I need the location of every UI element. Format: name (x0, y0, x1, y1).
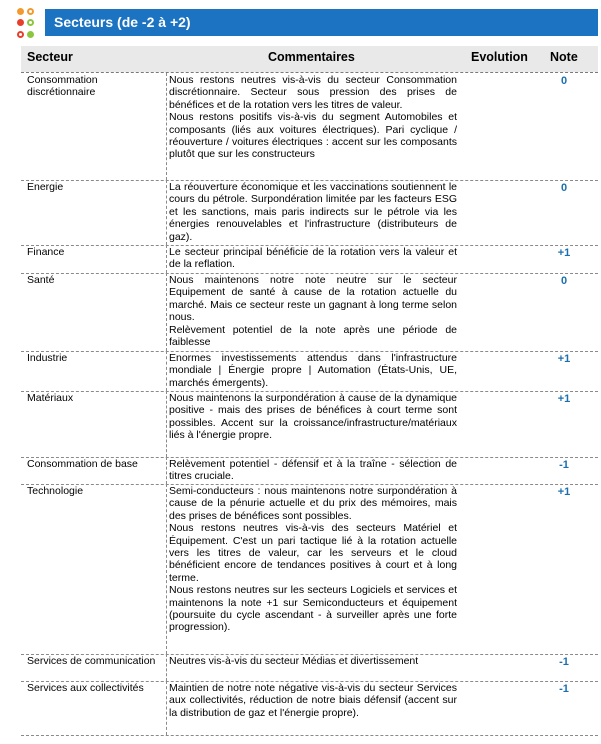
table-row (21, 73, 598, 181)
sector-name: Santé (27, 274, 55, 286)
sector-comment (169, 246, 457, 271)
sector-name: Consommation discrétionnaire (27, 74, 98, 99)
table-row (21, 457, 598, 485)
sector-comment (169, 181, 457, 243)
sector-note: +1 (557, 247, 571, 259)
table-row (21, 484, 598, 655)
column-divider (166, 245, 167, 273)
sector-note: +1 (557, 393, 571, 405)
comment-paragraph: La réouverture économique et les vaccinations soutiennent le cours du pétrole. Surpondération limitée par les facteurs ESG et les sanctions, mais paris indirects sur le pétrole via les énergies renouvelables et l'infrastructure (distributeurs de gaz). (169, 181, 457, 243)
comment-paragraph: Relèvement potentiel de la note après une période de faiblesse (169, 323, 457, 349)
comment-paragraph: Nous restons neutres sur les secteurs Logiciels et services et maintenons la note +1 sur Semiconducteurs et équipement (poursuite du cycle ascendant - à surveiller après une forte progression). (169, 584, 457, 634)
table-header-bar (0, 0, 601, 46)
column-header-note: Note (550, 50, 578, 64)
column-divider (166, 180, 167, 245)
table-row (21, 681, 598, 736)
sector-comment (169, 655, 457, 667)
logo-dot-icon (27, 19, 34, 26)
logo-dot-icon (27, 8, 34, 15)
column-divider (166, 391, 167, 457)
column-divider (166, 654, 167, 681)
table-row (21, 351, 598, 392)
comment-paragraph: Nous maintenons la surpondération à cause de la dynamique positive - mais des prises de bénéfices à court terme sont possibles. Accent sur la croissance/infrastructure/matériaux liés à l'énergie propre. (169, 392, 457, 442)
sector-comment (169, 485, 457, 634)
comment-paragraph: Le secteur principal bénéficie de la rotation vers la valeur et de la reflation. (169, 246, 457, 271)
comment-paragraph: Neutres vis-à-vis du secteur Médias et divertissement (169, 655, 419, 667)
table-row (21, 180, 598, 246)
column-divider (166, 457, 167, 484)
table-row (21, 391, 598, 458)
column-divider (166, 351, 167, 391)
logo-dot-icon (17, 31, 24, 38)
sector-comment (169, 392, 457, 442)
sector-note: -1 (559, 656, 569, 668)
sector-name: Finance (27, 246, 65, 258)
column-divider (166, 484, 167, 654)
comment-paragraph: Relèvement potentiel - défensif et à la traîne - sélection de titres cruciale. (169, 458, 457, 483)
column-header-evolution: Evolution (471, 50, 528, 64)
page-title: Secteurs (de -2 à +2) (45, 9, 598, 36)
table-row (21, 654, 598, 682)
comment-paragraph: Semi-conducteurs : nous maintenons notre surpondération à cause de la pénurie actuelle et du prix des mémoires, mais des prises de bénéfices sont possibles. (169, 485, 457, 522)
sector-note: -1 (559, 683, 569, 695)
column-divider (166, 73, 167, 180)
comment-paragraph: Nous maintenons notre note neutre sur le secteur Equipement de santé à cause de la rotation actuelle du marché. Mais ce secteur reste un gagnant à long terme selon nous. (169, 274, 457, 324)
sector-comment (169, 682, 457, 719)
sector-comment (169, 352, 457, 389)
sector-comment (169, 274, 457, 348)
column-divider (166, 681, 167, 735)
column-divider (166, 273, 167, 351)
sector-name: Energie (27, 181, 64, 193)
comment-paragraph: Nous restons positifs vis-à-vis du segment Automobiles et composants (liés aux voitures électriques). Pari cyclique / réouverture / voitures électriques : accent sur les composants plutôt que sur les constructeurs (169, 111, 457, 161)
table-row (21, 273, 598, 352)
sector-note: +1 (557, 353, 571, 365)
comment-paragraph: Maintien de notre note négative vis-à-vis du secteur Services aux collectivités, réduction de notre biais défensif (accent sur la distribution de gaz et l'énergie propre). (169, 682, 457, 719)
column-header-comments: Commentaires (268, 50, 355, 64)
sector-note: 0 (560, 275, 568, 287)
sector-name: Technologie (27, 485, 84, 497)
sector-note: -1 (559, 459, 569, 471)
sector-name: Services aux collectivités (27, 682, 144, 694)
column-header-sector: Secteur (27, 50, 73, 64)
sector-note: +1 (557, 486, 571, 498)
column-header-row (21, 46, 598, 72)
brand-logo (7, 3, 43, 44)
comment-paragraph: Nous restons neutres vis-à-vis du secteur Consommation discrétionnaire. Secteur sous pression des prises de bénéfices et de la rotation vers les titres de valeur. (169, 74, 457, 111)
sector-name: Industrie (27, 352, 68, 364)
table-row (21, 245, 598, 274)
sector-note: 0 (560, 182, 568, 194)
logo-dot-icon (27, 31, 34, 38)
sector-name: Matériaux (27, 392, 74, 404)
logo-dot-icon (17, 19, 24, 26)
sector-note: 0 (560, 75, 568, 87)
sector-name: Consommation de base (27, 458, 138, 470)
sector-name: Services de communication (27, 655, 156, 667)
comment-paragraph: Enormes investissements attendus dans l'infrastructure mondiale | Énergie propre | Automation (États-Unis, UE, marchés émergents). (169, 352, 457, 389)
comment-paragraph: Nous restons neutres vis-à-vis des secteurs Matériel et Équipement. C'est un pari tactique lié à la rotation actuelle vers les titres de valeur, car les serveurs et le cloud bénéficient encore de tendances positives à court et à long terme. (169, 522, 457, 584)
sector-comment (169, 74, 457, 161)
sector-comment (169, 458, 457, 483)
logo-dot-icon (17, 8, 24, 15)
